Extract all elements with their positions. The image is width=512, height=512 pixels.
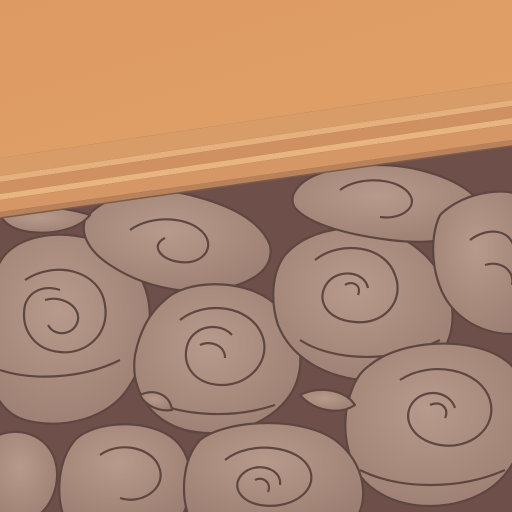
rose-bottom-center-left — [59, 424, 190, 512]
rose-lower-right — [345, 344, 512, 506]
